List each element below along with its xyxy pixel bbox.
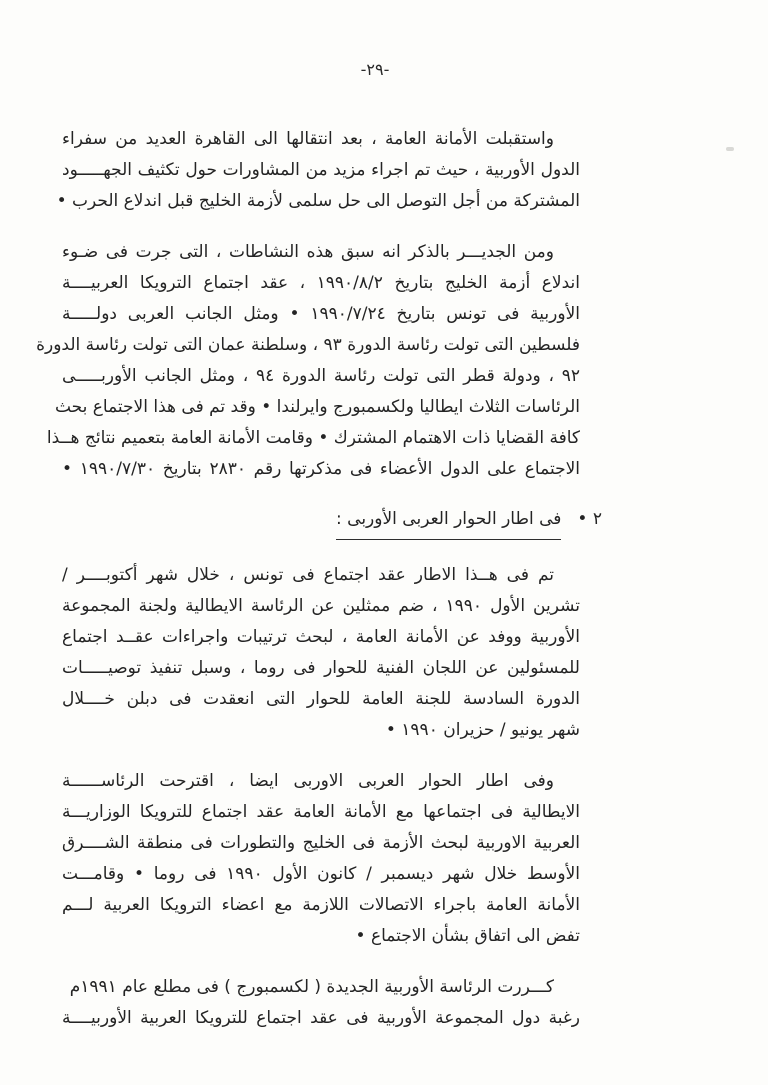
paragraph-3 [62,560,580,746]
section-title: فى اطار الحوار العربى الأوربى : [336,505,561,540]
text-line: ومن الجديـــر بالذكر انه سبق هذه النشاطات ، التى جرت فى ضـوء [62,242,554,262]
text-line: للمسئولين عن اللجان الفنية للحوار فى روما ، وسبل تنفيذ توصيـــــات [62,658,580,678]
paragraph-4 [62,766,580,952]
text-line: كافة القضايا ذات الاهتمام المشترك • وقامت الأمانة العامة بتعميم نتائج هــذا [46,428,580,448]
text-line: العربية الاوربية لبحث الأزمة فى الخليج والتطورات فى منطقة الشــــرق [62,833,580,853]
text-line: واستقبلت الأمانة العامة ، بعد انتقالها الى القاهرة العديد من سفراء [62,129,554,149]
text-line: الرئاسات الثلاث ايطاليا ولكسمبورج وايرلندا • وقد تم فى هذا الاجتماع بحث [54,397,580,417]
text-line: شهر يونيو / حزيران ١٩٩٠ • [385,720,580,740]
text-line: الأمانة العامة باجراء الاتصالات اللازمة مع اعضاء الترويكا العربية لـــم [62,895,580,915]
text-line: الأوسط خلال شهر ديسمبر / كانون الأول ١٩٩٠ فى روما • وقامـــت [62,864,580,884]
section-number: ٢ • [577,509,602,529]
text-line: كـــررت الرئاسة الأوربية الجديدة ( لكسمبورج ) فى مطلع عام ١٩٩١م [69,977,554,997]
section-heading [62,505,602,540]
paragraph-2 [36,237,581,485]
scan-artifact [726,147,734,151]
text-line: ٩٢ ، ودولة قطر التى تولت رئاسة الدورة ٩٤ ، ومثل الجانب الأوربـــــى [62,366,581,386]
text-line: الأوربية فى تونس بتاريخ ١٩٩٠/٧/٢٤ • ومثل الجانب العربى دولـــــة [62,304,580,324]
text-line: المشتركة من أجل التوصل الى حل سلمى لأزمة الخليج قبل اندلاع الحرب • [56,191,580,211]
text-line: الاجتماع على الدول الأعضاء فى مذكرتها رقم ٢٨٣٠ بتاريخ ١٩٩٠/٧/٣٠ • [62,459,580,479]
paragraph-5 [62,972,580,1034]
text-line: اندلاع أزمة الخليج بتاريخ ١٩٩٠/٨/٢ ، عقد اجتماع الترويكا العربيــــة [62,273,580,293]
text-line: تفض الى اتفاق بشأن الاجتماع • [355,926,580,946]
text-line: الايطالية فى اجتماعها مع الأمانة العامة عقد اجتماع للترويكا الوزاريـــة [62,802,580,822]
text-line: الدول الأوربية ، حيث تم اجراء مزيد من المشاورات حول تكثيف الجهـــــود [62,160,580,180]
text-line: تشرين الأول ١٩٩٠ ، ضم ممثلين عن الرئاسة الايطالية ولجنة المجموعة [62,596,580,616]
text-line: فلسطين التى تولت رئاسة الدورة ٩٣ ، وسلطنة عمان التى تولت رئاسة الدورة [36,335,580,355]
text-line: الأوربية ووفد عن الأمانة العامة ، لبحث ترتيبات واجراءات عقــد اجتماع [62,627,580,647]
text-line: الدورة السادسة للجنة العامة للحوار التى انعقدت فى دبلن خــــلال [62,689,580,709]
text-line: تم فى هــذا الاطار عقد اجتماع فى تونس ، خلال شهر أكتوبــــر / [62,565,554,585]
text-line: رغبة دول المجموعة الأوربية فى عقد اجتماع للترويكا العربية الأوربيــــة [62,1008,580,1028]
text-block [36,124,602,1054]
text-line: وفى اطار الحوار العربى الاوربى ايضا ، اقترحت الرئاســــــة [62,771,554,791]
paragraph-1 [56,124,580,217]
page-number: -٢٩- [360,60,390,79]
